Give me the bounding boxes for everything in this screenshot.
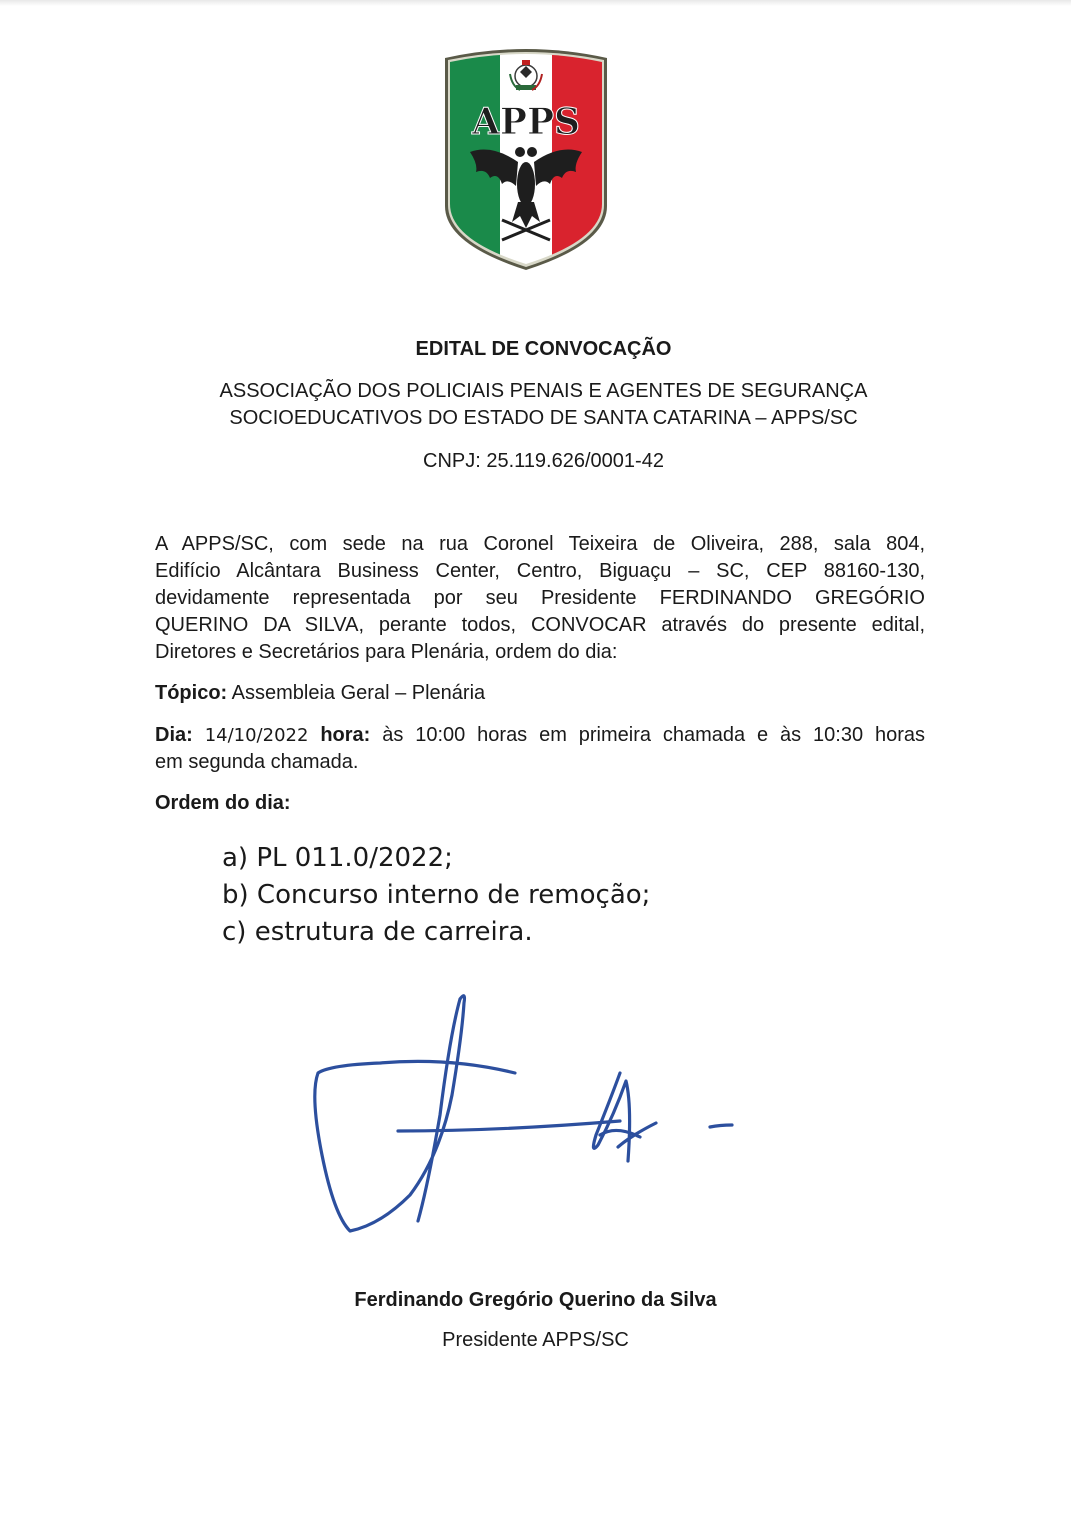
list-item: a) PL 011.0/2022; (222, 843, 453, 873)
agenda-list (222, 840, 650, 951)
list-item: b) Concurso interno de remoção; (222, 880, 651, 910)
day-value: 14/10/2022 (204, 725, 309, 746)
association-name-line-1: ASSOCIAÇÃO DOS POLICIAIS PENAIS E AGENTES DE SEGURANÇA (219, 380, 868, 402)
paragraph-line: Edifício Alcântara Business Center, Centro, Biguaçu – SC, CEP 88160-130, (155, 560, 925, 582)
agenda-label (155, 790, 925, 817)
paragraph-line: QUERINO DA SILVA, perante todos, CONVOCAR através do presente edital, (155, 614, 925, 636)
list-item: c) estrutura de carreira. (222, 917, 533, 947)
logo-text: APPS (471, 101, 581, 143)
document-title: EDITAL DE CONVOCAÇÃO (415, 338, 672, 360)
cnpj-number: CNPJ: 25.119.626/0001-42 (423, 450, 664, 472)
paragraph-line: Diretores e Secretários para Plenária, ordem do dia: (155, 641, 618, 663)
handwritten-signature (300, 985, 750, 1245)
date-time-line-2: em segunda chamada. (155, 751, 359, 773)
signer-name: Ferdinando Gregório Querino da Silva (354, 1289, 717, 1311)
page-top-edge (0, 0, 1071, 6)
date-time-line (155, 722, 925, 776)
date-time-line-1 (155, 722, 925, 749)
association-name-line-2: SOCIOEDUCATIVOS DO ESTADO DE SANTA CATARINA – APPS/SC (229, 407, 858, 429)
hour-value: às 10:00 horas em primeira chamada e às 10:30 horas (382, 724, 925, 746)
day-label: Dia: (155, 724, 193, 746)
hour-label: hora: (320, 724, 371, 746)
convocation-paragraph (155, 531, 925, 666)
paragraph-line: A APPS/SC, com sede na rua Coronel Teixeira de Oliveira, 288, sala 804, (155, 533, 925, 555)
signer-role: Presidente APPS/SC (442, 1329, 629, 1351)
topic-label: Tópico: (155, 682, 228, 704)
agenda-label-text: Ordem do dia: (155, 792, 291, 814)
topic-value: Assembleia Geral – Plenária (227, 682, 486, 704)
topic-line (155, 680, 925, 707)
apps-shield-logo (442, 44, 610, 270)
paragraph-line: devidamente representada por seu Presidente FERDINANDO GREGÓRIO (155, 587, 925, 609)
